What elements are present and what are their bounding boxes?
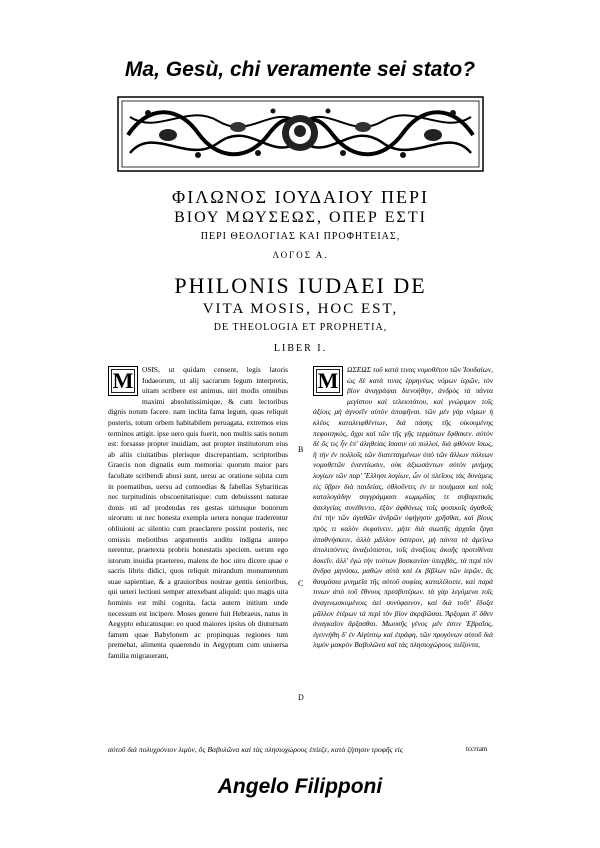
margin-marker-b: B <box>298 445 304 454</box>
page-footer-line <box>108 745 493 757</box>
latin-heading-line-4: LIBER I. <box>273 343 328 354</box>
margin-marker-d: D <box>298 693 304 702</box>
book-page-scan <box>108 95 493 765</box>
catchword: tccrram <box>466 745 488 753</box>
footer-greek-line: αὐτοῦ διὰ πολυχρόνιον λιμὸν, ὃς Βαβυλῶνα καὶ τὰς πλησιοχώρους ἐπίεζε, κατὰ ζήτησιν τροφῆς εἰς <box>108 745 403 754</box>
margin-markers <box>292 365 310 741</box>
latin-dropcap: M <box>108 366 138 396</box>
ornamental-headpiece <box>108 95 493 173</box>
greek-heading-line-2: ΒΙΟΥ ΜΩΥΣΕΩΣ, ΟΠΕΡ ΕΣΤΙ <box>174 209 427 226</box>
greek-dropcap: M <box>313 366 343 396</box>
cover-author: Angelo Filipponi <box>217 775 383 798</box>
cover-title: Ma, Gesù, chi veramente sei stato? <box>124 58 476 81</box>
latin-heading-line-3: DE THEOLOGIA ET PROPHETIA, <box>213 322 388 333</box>
greek-heading-line-3: ΠΕΡΙ ΘΕΟΛΟΓΙΑΣ ΚΑΙ ΠΡΟΦΗΤΕΙΑΣ, <box>200 231 401 242</box>
margin-marker-c: C <box>298 579 304 588</box>
greek-text-body: ΩΣΕΩΣ τοῦ κατά τινας νομοθέτου τῶν Ἰουδαίων, ὡς δὲ κατά τινας ἑρμηνέως νόμων ἱερῶν, τὸν βίον ἀναγράψαι διενοήθην, ἀνδρὸς τὰ πάντα μεγίστου καὶ τελειοτάτου, καὶ γνώριμον τοῖς ἀξίοις μὴ ἀγνοεῖν αὐτὸν ἀποφῆναι. τῶν μὲν γὰρ νόμων ἡ κλέος καταλειφθέντων, διὰ πάσης τῆς οἰκουμένης πεφοιτηκὸς, ἄχρι καὶ τῶν τῆς γῆς τερμάτων ἔφθακεν. αὐτὸν δὲ ὅς τις ἦν ἐπ' ἀληθείας ἴσασιν οὐ πολλοί, διὰ φθόνον ἴσως, ἢ τὴν ἐν πολλοῖς τῶν διατεταγμένων ὑπὸ τῶν ἄλλων πόλεων νομοθετῶν ἐναντίωσιν, οὐκ ἀξιωσάντων αὐτὸν μνήμης λογίων τῶν παρ' Ἕλλησι λογίων, ὧν οἱ πλεῖους τὰς δυνάμεις εἰς ὕβριν διὰ παιδείας, ὑθλοῦντες ἐν τε ποιήμασι καὶ τοῖς καταλογάδην συγγράμμασι κωμῳδίας τε συβαριτικὰς ἀσελγείας συνέθεντο, ἐξὸν ἀφθόνως τοῖς φυσικοῖς ἀγαθοῖς ἐπὶ τὴν τῶν ἀγαθῶν ἀνδρῶν ὑφήγησιν χρῆσθαι, καὶ βίους πρὸς τι καλὸν ἐκφαίνειν, μήτε διὰ σιωπῆς ἀρχαῖα ἔργα ἀποθνήσκειν, ἀλλὰ μᾶλλον ὑστερον, μὴ πάντα τὰ ἀμείνω ἀπολιπόντες ἀναξιόπιστοι, τοῖς ἀναξίοις ἀκοῆς προτιθέναι δοκεῖν. ἀλλ' ἐγὼ τὴν τούτων βασκανίαν ὑπερβὰς, τὰ περὶ τὸν ἄνδρα μηνύσω, μαθὼν αὐτὰ καὶ ἐκ βίβλων τῶν ἱερῶν, ἃς θαυμάσια μνημεῖα τῆς αὐτοῦ σοφίας καταλέλοιπε, καὶ παρά τινων ἀπὸ τοῦ ἔθνους πρεσβυτέρων. τὰ γὰρ λεγόμενα τοῖς ἀναγινωσκομένοις ἀεὶ συνύφαινον, καὶ διὰ τοῦτ' ἔδοξα μᾶλλον ἑτέρων τὰ περὶ τὸν βίον ἀκριβῶσαι. Ἄρξομαι δ' ὅθεν ἀναγκαῖον ἄρξασθαι. Μωυσῆς γένος μέν ἐστιν Ἑβραῖος, ἐγεννήθη δ' ἐν Αἰγύπτῳ καὶ ἐτράφη, τῶν προγόνων αὐτοῦ διὰ λιμὸν μακρὸν Βαβυλῶνα καὶ τὰς πλησιοχώρους πιέζοντα, <box>313 365 493 650</box>
greek-heading-line-1: ΦΙΛΩΝΟΣ ΙΟΥΔΑΙΟΥ ΠΕΡΙ <box>172 187 429 207</box>
greek-text-column <box>313 365 493 741</box>
latin-heading-line-2: VITA MOSIS, HOC EST, <box>202 301 399 317</box>
latin-text-body: OSIS, ut quidam censent, legis latoris Iudaeorum, ut alij sacrarum legum interpretis, uitam scribere est animus, uiri modis omnibus maximi absolutissimique, & cum lectoribus dignis notum facere. nam inclita fama legum, quas reliquit posteris, totum orbem habitabilem peruagata, extremos eius terminos attigit. ipse uero quis fuerit, non multis satis notum est: forsasse propter inuidiam, aut propter institutorum eius ab aliis ciuitatibus plerisque discrepantiam, scriptoribus Graecis non dignatis eum memoria: quorum maior pars facultate scribendi abusi sunt, uersu ac oratione soluta cum in poematibus, uersu ad comoedias & fabellas Sybariticas nec turpitudinis obscoenitatisque: cum debuissent naturae donis uti ad prodendas res gestas uirtusque bonorum uirorum: ut nec honesta exempla uetera nonque traderentur obliuioni ac silentio cum praeclarere possint posteris, nec omissis meliotibus argumentis auditu indigna antepo nerentur, praetexta probris honestatis speciem. uerum ego istorum inuidia praetereo, malens de hoc uiro dicere quae e sacris libris didici, quos reliquit mirandum monumentum suae sapientiae, & a grauioribus nostrae gentis senioribus, qui ueteri lectioni semper attexebant aliquid: quo magis uita hominis est mihi cognita, facta autem initium unde necessum est incipere. Moses genere fuit Hebraeus, natus in Aegypto educatusque: eo quod maiores ipsius ob diuturnam famem quae Babylonem ac propinquas regiones tum premebat, alimenta quaerendo in Aegyptum cum uniuersa familia migrauerant, <box>108 365 288 661</box>
greek-heading-line-4: ΛΟΓΟΣ Α. <box>272 250 329 260</box>
latin-text-column <box>108 365 288 741</box>
latin-heading-line-1: PHILONIS IUDAEI DE <box>174 273 427 298</box>
